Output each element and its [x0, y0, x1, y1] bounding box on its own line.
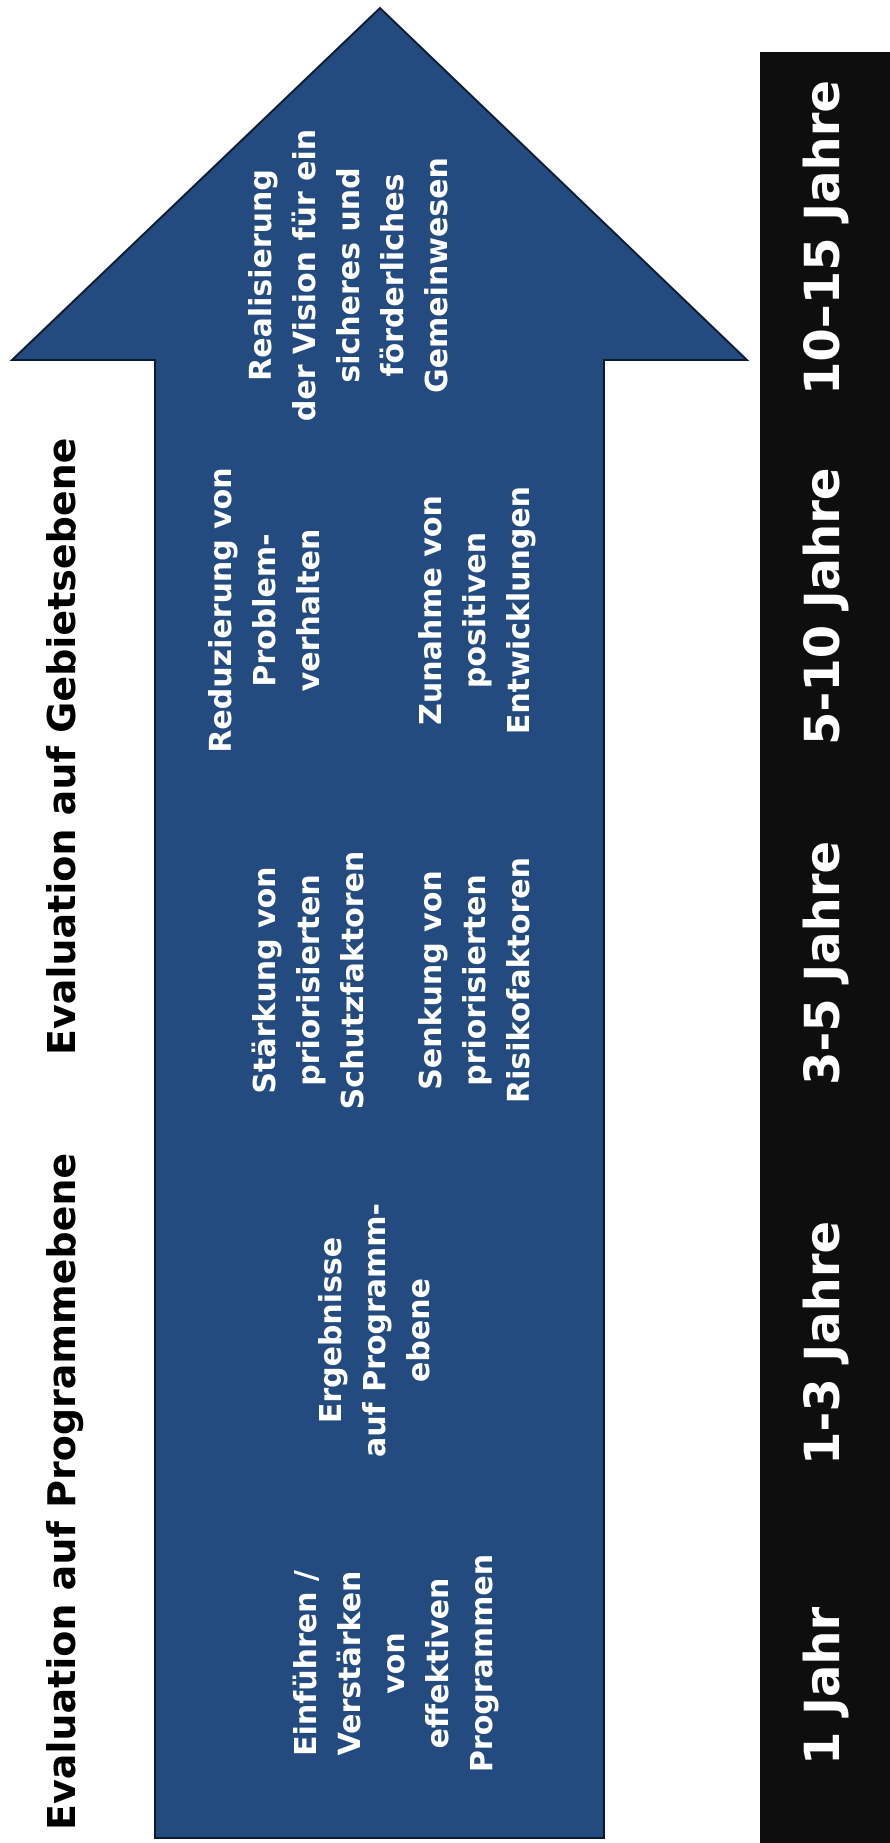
stage-problem-behavior: Reduzierung von Problem- verhalten: [204, 467, 327, 753]
timeline-label-1: 1 Jahr: [795, 1606, 851, 1765]
stage-program-results: Ergebnisse auf Programm- ebene: [314, 1203, 437, 1457]
heading-program-level: Evaluation auf Programmebene: [40, 1152, 84, 1830]
timeline-label-5: 10–15 Jahre: [795, 80, 851, 395]
stage-protective-risk-factors: [200, 820, 376, 1140]
stage-protective-factors: Stärkung von priorisierten Schutzfaktoren: [248, 850, 371, 1110]
timeline-label-4: 5-10 Jahre: [795, 467, 851, 745]
timeline-label-2: 1-3 Jahre: [795, 1220, 851, 1465]
stage-positive-development: Zunahme von positiven Entwicklungen: [414, 485, 537, 735]
stage-risk-factors: Senkung von priorisierten Risikofaktoren: [414, 857, 537, 1103]
stage-introduce-programs: Einführen / Verstärken von effektiven Programmen: [289, 1553, 500, 1773]
stage-vision: Realisierung der Vision für ein sicheres und förderliches Gemeinwesen: [244, 128, 455, 422]
heading-area-level: Evaluation auf Gebietsebene: [40, 437, 84, 1055]
timeline-label-3: 3-5 Jahre: [795, 840, 851, 1085]
